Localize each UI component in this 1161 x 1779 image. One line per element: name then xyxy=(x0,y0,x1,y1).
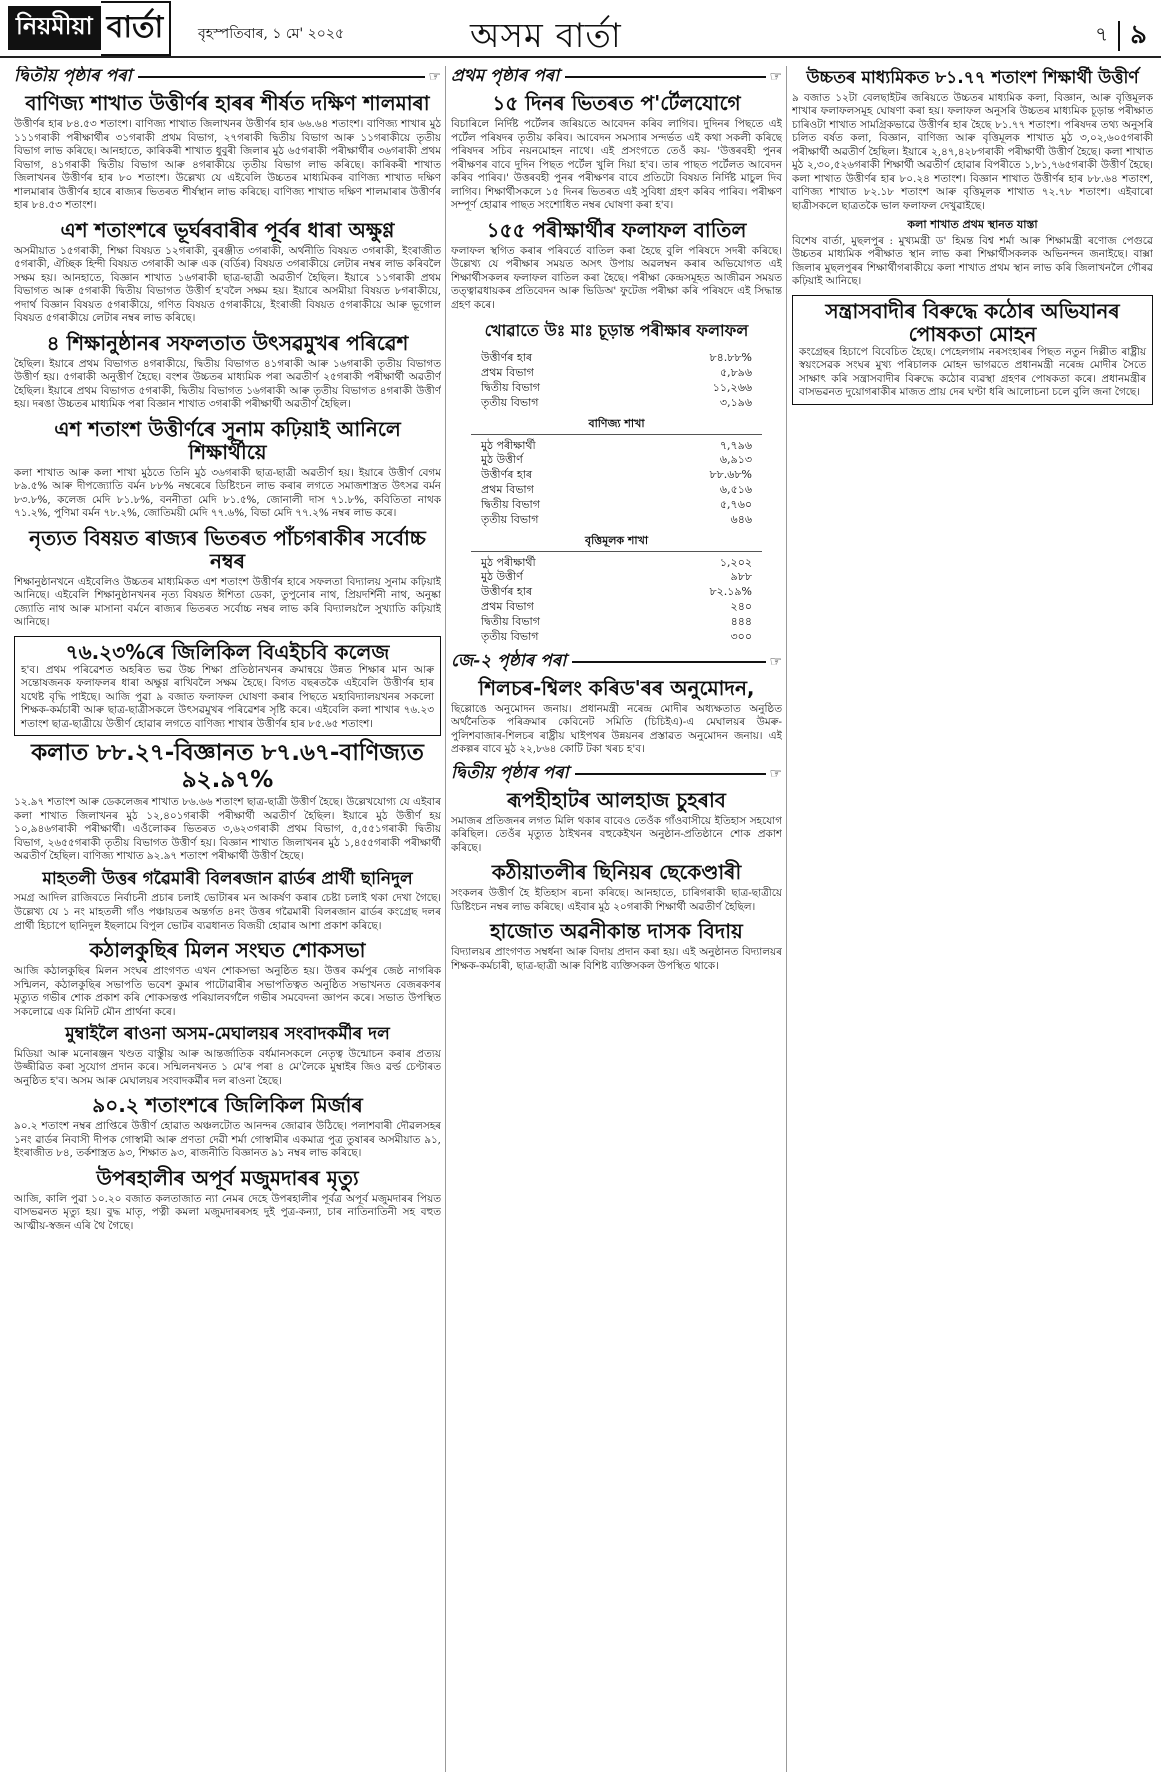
results-row xyxy=(451,483,782,498)
article-headline[interactable]: মাহতলী উত্তৰ গৱৈমাৰী বিলৰজান ৱাৰ্ডৰ প্ৰাৰ্থী ছানিদুল xyxy=(42,868,413,889)
continuation-banner xyxy=(14,66,441,88)
article xyxy=(14,939,441,1019)
article-body: ৯০.২ শতাংশ নম্বৰ প্ৰাপ্তিৰে উত্তীৰ্ণ হোৱাত অঞ্চলটোত আনন্দৰ জোৱাৰ উঠিছে। পলাশবাৰী দৌৱলসহৰ ১নং ৱাৰ্ডৰ নিবাসী দীপক গোস্বামী আৰু প্ৰণতা দেৱী শৰ্মা গোস্বামীৰ একমাত্ৰ পুত্ৰ তুষাৰৰ অসমীয়াত ৯১, ইংৰাজীত ৮৪, তৰ্কশাস্ত্ৰত ৯৩, শিক্ষাত ৯৩, ৰাজনীতি বিজ্ঞানত ৯১ নম্বৰ লাভ কৰিছে। xyxy=(14,1120,441,1160)
article-body: বিচাৰিলে নিৰ্দিষ্ট পৰ্টেলৰ জৰিয়তে আবেদন কৰিব লাগিব। দুদিনৰ পিছতে এই পৰ্টেল পৰিষদৰ তৃতীয় কৰিব। আবেদন সমস্যাৰ সন্দৰ্ভত এই কথা সকলী কৰিছে পৰিষদৰ সচিব নয়নমোহন নাথে। এই প্ৰসংগতে তেওঁ কয়- 'উত্তৰবহী পুনৰ পৰীক্ষণৰ বাবে দুদিন পিছত পৰ্টেল খুলি দিয়া হ'ব। তাৰ পাছত পৰ্টেলত আবেদন কৰিব পাৰিব।' উত্তৰবহী পুনৰ পৰীক্ষণৰ বাবে প্ৰতিটো বিষয়ত নিৰ্দিষ্ট মাচুল দিব লাগিব। শিক্ষাৰ্থীসকলে ১৫ দিনৰ ভিতৰত এই সুবিধা গ্ৰহণ কৰিব পাৰিব। পৰীক্ষণ সম্পূৰ্ণ হোৱাৰ পাছত সংশোধিত নম্বৰ ঘোষণা কৰা হ'ব। xyxy=(451,118,782,212)
article-body: সমাজৰ প্ৰতিজনৰ লগত মিলি থকাৰ বাবেও তেওঁক গাঁওবাসীয়ে ইতিহাস সহযোগ কৰিছিল। তেওঁৰ মৃত্যুত ঠাইখনৰ বহুকেইখন অনুষ্ঠান-প্ৰতিষ্ঠানে শোক প্ৰকাশ কৰিছে। xyxy=(451,814,782,854)
results-value: ৮৮.৬৮% xyxy=(709,468,752,482)
banner-rule xyxy=(572,661,766,663)
results-value: ৬,৫১৬ xyxy=(719,483,752,497)
article-headline[interactable]: ১৫ দিনৰ ভিতৰত প'ৰ্টেলযোগে xyxy=(492,91,741,115)
results-label: উত্তীৰ্ণৰ হাৰ xyxy=(481,351,533,365)
article xyxy=(14,740,441,863)
banner-label: দ্বিতীয় পৃষ্ঠাৰ পৰা xyxy=(14,66,132,86)
article xyxy=(14,418,441,521)
results-label: তৃতীয় বিভাগ xyxy=(481,395,539,409)
results-table xyxy=(451,318,782,645)
article-headline[interactable]: এশ শতাংশৰে ভূৰ্ঘৰবাৰীৰ পূৰ্বৰ ধাৰা অক্ষুণ্ণ xyxy=(60,217,395,242)
article xyxy=(14,332,441,412)
article-headline[interactable]: শিলচৰ-শ্বিলং কৰিড'ৰৰ অনুমোদন, xyxy=(478,675,755,700)
article xyxy=(14,527,441,630)
results-row xyxy=(451,570,782,585)
article-headline[interactable]: ১৫৫ পৰীক্ষাৰ্থীৰ ফলাফল বাতিল xyxy=(486,217,747,242)
column-divider xyxy=(445,66,446,1772)
article xyxy=(792,69,1153,213)
article-headline[interactable]: কঠীয়াতলীৰ ছিনিয়ৰ ছেকেণ্ডাৰী xyxy=(491,860,742,885)
banner-label: জে-২ পৃষ্ঠাৰ পৰা xyxy=(451,650,567,671)
article-headline[interactable]: ৪ শিক্ষানুষ্ঠানৰ সফলতাত উৎসৱমুখৰ পৰিৱেশ xyxy=(46,330,409,355)
article-body: কলা শাখাত আৰু কলা শাখা মুঠতে তিনি মুঠ ৩৬গৰাকী ছাত্ৰ-ছাত্ৰী অৱতীৰ্ণ হয়। ইয়াৰে উত্তীৰ্ণ বেগম ৮৯.৫% আৰু দীপজ্যোতি বৰ্মন ৮৮% নম্বৰেৰে ডিষ্টিংচন লাভ কৰাৰ লগতে সমাজশাস্ত্ৰত উৎসৱ বৰ্মন ৮৩.৮%, কলেজ মেদি ৮১.৮%, বননীতা মেদি ৮১.৫%, জোনালী দাস ৭১.৮%, কবিতিতা নাথক ৭১.২%, পুণিমা বৰ্মন ৭৮.২%, জোতিময়ী মেদি ৭৭.৬%, বিভা মেদি ৭৭.২% নম্বৰ লাভ কৰে। xyxy=(14,466,441,520)
hand-pointer-icon: ☞ xyxy=(769,765,782,782)
results-value: ১,২০২ xyxy=(719,555,752,569)
middle-column xyxy=(451,66,782,1772)
results-label: প্ৰথম বিভাগ xyxy=(481,600,534,614)
article xyxy=(451,92,782,213)
results-value: ৭,৭৯৬ xyxy=(719,438,752,452)
article-body: আজি, কালি পুৱা ১০.২০ বজাত কলতাজাত ন্যা নেমৰ দেহে উপৰহালীৰ পূৰ্বত্ৰ অপূৰ্ব মজুমদাৰৰ পিয়ত বাসভৱনত মৃত্যু হয়। বুদ্ধ মাতৃ, পত্নী কমলা মজুমদাৰৰসহ দুই পুত্ৰ-কন্যা, চাৰ নাতিনাতিনী সহ বহুত আত্মীয়-স্বজন এৰি থৈ গৈছে। xyxy=(14,1192,441,1232)
newspaper-logo[interactable] xyxy=(8,8,171,48)
results-label: উত্তীৰ্ণৰ হাৰ xyxy=(481,468,533,482)
results-label: তৃতীয় বিভাগ xyxy=(481,629,539,643)
logo-part1: নিয়মীয়া xyxy=(8,6,101,50)
results-row xyxy=(451,366,782,381)
results-value: ৯৮৮ xyxy=(730,570,752,584)
results-row xyxy=(451,615,782,630)
results-value: ৪৪৪ xyxy=(730,615,752,628)
results-rows xyxy=(451,351,782,410)
results-value: ১১,২৬৬ xyxy=(712,380,752,394)
article-headline[interactable]: ৰূপহীহাটৰ আলহাজ চুহৰাব xyxy=(507,787,726,812)
article xyxy=(14,219,441,326)
article-headline[interactable]: এশ শতাংশ উত্তীৰ্ণৰে সুনাম কঢ়িয়াই আনিলে শিক্ষাৰ্থীয়ে xyxy=(54,416,401,464)
article xyxy=(451,861,782,914)
results-value: ৫,৭৬০ xyxy=(719,497,752,511)
results-value: ৩০০ xyxy=(730,629,752,643)
article-body: আজি কঠালকুছিৰ মিলন সংঘৰ প্ৰাংগণত এখন শোকসভা অনুষ্ঠিত হয়। উত্তৰ কৰ্মপুৰ জেষ্ঠ নাগৰিক সন্মিলন, কঠালকুছিৰ সভাপতি ভবেশ কুমাৰ পাটোৱাৰীৰ সভাপতিত্বত অনুষ্ঠিত সভাখনত বেজৰকণৰ মৃত্যুত গভীৰ শোক প্ৰকাশ কৰি শোকসন্তপ্ত পৰিয়ালবৰ্গলৈ গভীৰ সমবেদনা জ্ঞাপন কৰে। সভাত উপস্থিত সকলোৱে এক মিনিট মৌন প্ৰাৰ্থনা কৰে। xyxy=(14,965,441,1018)
article xyxy=(451,219,782,313)
results-value: ৩,১৯৬ xyxy=(719,395,752,409)
article xyxy=(14,1094,441,1161)
results-label: মুঠ পৰীক্ষাৰ্থী xyxy=(481,438,536,452)
results-row xyxy=(451,351,782,366)
boxed-article xyxy=(14,636,441,737)
article-headline[interactable]: নৃত্যত বিষয়ত ৰাজ্যৰ ভিতৰত পাঁচগৰাকীৰ সৰ্বোচ্চ নম্বৰ xyxy=(29,525,426,573)
results-subhead: বাণিজ্য শাখা xyxy=(471,415,762,435)
article-body: মিডিয়া আৰু মনোৰঞ্জন খণ্ডত বাস্তুীয় আৰু আন্তৰ্জাতিক বৰ্ধমানসকলে নেতৃত্ব উন্মোচন কৰাৰ প্ৰত্যয় উজ্জীৱিত কৰা সুযোগ প্ৰদান কৰে। সন্মিলনখনত ১ মে'ৰ পৰা ৪ মে'লৈকে মুম্বাইৰ জিও ৱৰ্ল্ড চেণ্টাৰত অনুষ্ঠিত হ'ব। অসম আৰু মেঘালয়ৰ সংবাদকৰ্মীৰ দল ৰাওনা হৈছে। xyxy=(14,1047,441,1087)
page-number-large: ৯ xyxy=(1130,20,1147,50)
continuation-banner xyxy=(451,651,782,673)
article-body: বিশেষ বাৰ্তা, মুছলপুৰ : মুখ্যমন্ত্ৰী ড' হিমন্ত বিশ্ব শৰ্মা আৰু শিক্ষামন্ত্ৰী ৰণোজ পেগুৱে উচ্চতৰ মাধ্যমিক পৰীক্ষাত স্থান লাভ কৰা শিক্ষাৰ্থীসকলক অভিনন্দন জনাইছে। বাক্সা জিলাৰ মুছলপুৰৰ শিক্ষাৰ্থীগৰাকীয়ে কলা শাখাত প্ৰথম স্থান লাভ কৰি জিলাখনলৈ গৌৰৱ কঢ়িয়াই আনিছে। xyxy=(792,234,1153,288)
page-number xyxy=(1095,14,1147,58)
section-title: অসম বাৰ্তা xyxy=(470,16,622,56)
article-body: সংকলৰ উত্তীৰ্ণ হৈ ইতিহাস ৰচনা কৰিছে। আনহাতে, চাৰিগৰাকী ছাত্ৰ-ছাত্ৰীয়ে ডিষ্টিংচন নম্বৰ লাভ কৰিছে। এইবাৰ মুঠ ২০গৰাকী শিক্ষাৰ্থী অৱতীৰ্ণ হৈছিল। xyxy=(451,887,782,913)
results-label: দ্বিতীয় বিভাগ xyxy=(481,380,540,394)
column-divider xyxy=(786,66,787,1772)
left-column xyxy=(14,66,441,1772)
banner-label: দ্বিতীয় পৃষ্ঠাৰ পৰা xyxy=(451,762,569,783)
article-body: সমগ্ৰ আদিল রাজিবতে নিৰ্বাচনী প্ৰচাৰ চলাই ভোটাৰৰ মন আকৰ্ষণ কৰাৰ চেষ্টা চলাই থকা দেখা গৈছে। উল্লেখ্য যে ১ নং মাহতলী গাঁও পঞ্চায়তৰ অন্তৰ্গত ৪নং উত্তৰ গৱৈমাৰী বিলৰজান ৱাৰ্ডৰ কংগ্ৰেছ দলৰ প্ৰাৰ্থী হিচাপে ছানিদুল ইছলামে বিপুল ভোটৰ ব্যৱধানত বিজয়ী হোৱাৰ আশা প্ৰকাশ কৰিছে। xyxy=(14,892,441,932)
results-label: মুঠ উত্তীৰ্ণ xyxy=(481,570,523,584)
article-headline[interactable]: ৯০.২ শতাংশৰে জিলিকিল মিৰ্জাৰ xyxy=(92,1093,363,1118)
hand-pointer-icon: ☞ xyxy=(428,69,441,85)
article-headline[interactable]: সন্ত্ৰাসবাদীৰ বিৰুদ্ধে কঠোৰ অভিযানৰ পোষকতা মোহন xyxy=(825,298,1120,346)
results-row xyxy=(451,556,782,571)
results-value: ৮২.১৯% xyxy=(709,585,752,599)
article xyxy=(451,677,782,757)
article-subhead: কলা শাখাত প্ৰথম স্থানত যাস্তা xyxy=(907,218,1038,232)
issue-date: বৃহস্পতিবাৰ, ১ মে' ২০২৫ xyxy=(198,26,345,42)
continuation-banner xyxy=(451,763,782,785)
results-row xyxy=(451,381,782,396)
article-headline[interactable]: মুম্বাইলৈ ৰাওনা অসম-মেঘালয়ৰ সংবাদকৰ্মীৰ দল xyxy=(65,1024,390,1045)
masthead xyxy=(0,0,1161,58)
article-headline[interactable]: বাণিজ্য শাখাত উত্তীৰ্ণৰ হাৰৰ শীৰ্ষত দক্ষিণ শালমাৰা xyxy=(25,91,430,115)
article xyxy=(792,219,1153,289)
article xyxy=(14,870,441,933)
results-value: ৬,৯১৩ xyxy=(719,453,752,467)
article-headline[interactable]: হাজোত অৱনীকান্ত দাসক বিদায় xyxy=(490,919,743,944)
results-row xyxy=(451,585,782,600)
article xyxy=(451,920,782,973)
banner-rule xyxy=(138,76,426,78)
article-body: কংগ্ৰেছৰ হিচাপে বিবেচিত হৈছে। পেহেলগাম নৰসংহাৰৰ পিছত নতুন দিল্লীত ৰাষ্ট্ৰীয় স্বয়ংসেৱক সংঘৰ মুখ্য পৰিচালক মোহন ভাগৱতে প্ৰধানমন্ত্ৰী নৰেন্দ্ৰ মোদীৰ সৈতে সাক্ষাৎ কৰি সন্ত্ৰাসবাদীৰ বিৰুদ্ধে কঠোৰ ব্যৱস্থা গ্ৰহণৰ পোষকতা কৰে। প্ৰধানমন্ত্ৰীৰ বাসভৱনত দুয়োগৰাকীৰ মাজত প্ৰায় দেৰ ঘণ্টা ধৰি আলোচনা চলে বুলি জনা গৈছে। xyxy=(799,345,1146,399)
article-headline[interactable]: উপৰহালীৰ অপূৰ্ব মজুমদাৰৰ মৃত্যু xyxy=(96,1165,359,1190)
results-rows xyxy=(451,439,782,528)
hand-pointer-icon: ☞ xyxy=(769,69,782,85)
results-value: ৮৪.৮৮% xyxy=(709,351,752,365)
article-headline[interactable]: উচ্চতৰ মাধ্যমিকত ৮১.৭৭ শতাংশ শিক্ষাৰ্থী উত্তীৰ্ণ xyxy=(806,68,1139,88)
article-body: ছিল্লোঙে অনুমোদন জনায়। প্ৰধানমন্ত্ৰী নৰেন্দ্ৰ মোদীৰ অধ্যক্ষতাত অনুষ্ঠিত অৰ্থনৈতিক পৰিক্ৰমাৰ কেবিনেট সমিতি (চিচিইএ)-এ মেঘালয়ৰ উমৰু-পুলিশবাজাৰ-শিলচৰ ৰাষ্ট্ৰীয় ঘাইপথৰ উন্নয়নৰ প্ৰস্তাৱত অনুমোদন জনায়। এই প্ৰকল্পৰ বাবে মুঠ ২২,৮৬৪ কোটি টকা খৰচ হ'ব। xyxy=(451,702,782,756)
results-subhead: বৃত্তিমূলক শাখা xyxy=(471,532,762,552)
article xyxy=(14,1025,441,1088)
results-label: প্ৰথম বিভাগ xyxy=(481,366,534,380)
article-headline[interactable]: ৭৬.২৩%ৰে জিলিকিল বিএইচবি কলেজ xyxy=(65,639,390,664)
results-row xyxy=(451,600,782,615)
article-body: হ'ব। প্ৰথম পৰিৱেশত অহৰিত ভৱ উচ্চ শিক্ষা প্ৰতিষ্ঠানখনৰ ক্ৰমান্বয়ে উন্নত শিক্ষাৰ মান আৰু সন্তোষজনক ফলাফলৰ ধাৰা অক্ষুণ্ণ ৰাখিবলৈ সক্ষম হৈছে। বিগত বছৰতকৈ এইবেলি উত্তীৰ্ণৰ হাৰ যথেষ্ট বৃদ্ধি পাইছে। আজি পুৱা ৯ বজাত ফলাফল ঘোষণা কৰাৰ পিছতে মহাবিদ্যালয়খনৰ সকলো শিক্ষক-কৰ্মচাৰী আৰু ছাত্ৰ-ছাত্ৰীসকলে উৎসৱমুখৰ পৰিৱেশৰ সৃষ্টি কৰে। এইবেলি কলা শাখাৰ ৭৬.২৩ শতাংশ ছাত্ৰ-ছাত্ৰীয়ে উত্তীৰ্ণ হোৱাৰ লগতে বাণিজ্য শাখাৰ উত্তীৰ্ণৰ হাৰ ৮৫.৬৫ শতাংশ। xyxy=(21,663,434,730)
page-number-divider xyxy=(1118,21,1120,51)
article xyxy=(14,1167,441,1234)
results-row xyxy=(451,468,782,483)
article-body: হৈছিল। ইয়াৰে প্ৰথম বিভাগত ৪গৰাকীয়ে, দ্বিতীয় বিভাগত ৪১গৰাকী আৰু ১৬গৰাকী তৃতীয় বিভাগত উত্তীৰ্ণ হয়। ৫গৰাকী অনুত্তীৰ্ণ হৈছে। বংশৰ উচ্চতৰ মাধ্যমিক পৰা অৱতীৰ্ণ ২৫গৰাকী পৰীক্ষাৰ্থী অৱতীৰ্ণ হৈছিল। ইয়াৰে প্ৰথম বিভাগত ৫গৰাকী, দ্বিতীয় বিভাগত ১৬গৰাকী আৰু তৃতীয় বিভাগত ৪গৰাকী উত্তীৰ্ণ হয়। দৰঙা উচ্চতৰ মাধ্যমিক পৰা বিজ্ঞান শাখাত ৩গৰাকী পৰীক্ষাৰ্থী অৱতীৰ্ণ হৈছিল। xyxy=(14,357,441,411)
article-body: বিদ্যালয়ৰ প্ৰাংগণত সম্বৰ্ধনা আৰু বিদায় প্ৰদান কৰা হয়। এই অনুষ্ঠানত বিদ্যালয়ৰ শিক্ষক-কৰ্মচাৰী, ছাত্ৰ-ছাত্ৰী আৰু বিশিষ্ট ব্যক্তিসকল উপস্থিত থাকে। xyxy=(451,946,782,972)
article-body: ৯ বজাত ১২টা বেলছাইটৰ জৰিয়তে উচ্চতৰ মাধ্যমিক কলা, বিজ্ঞান, আৰু বৃত্তিমূলক শাখাৰ ফলাফলসমূহ ঘোষণা কৰা হয়। ফলাফল অনুসৰি উচ্চতৰ মাধ্যমিক চূড়ান্ত পৰীক্ষাত চাৰিওটা শাখাত সামগ্ৰিকভাৱে উত্তীৰ্ণৰ হাৰ হৈছে ৮১.৭৭ শতাংশ। পৰিষদৰ তথ্য অনুসৰি চলিত বৰ্ষত কলা, বিজ্ঞান, বাণিজ্য আৰু বৃত্তিমূলক শাখাত মুঠ ৩,০২,৬০৫গৰাকী পৰীক্ষাৰ্থী অৱতীৰ্ণ হৈছিল। ইয়াৰে ২,৪৭,৪২৮গৰাকী পৰীক্ষাৰ্থী উত্তীৰ্ণ হৈছে। কলা শাখাত মুঠ ২,৩০,৫২৬গৰাকী শিক্ষাৰ্থী অৱতীৰ্ণ হোৱাৰ বিপৰীতে ১,৮১,৭৬৫গৰাকী উত্তীৰ্ণ হৈছে। কলা শাখাত উত্তীৰ্ণৰ হাৰ ৮০.২৪ শতাংশ। বিজ্ঞান শাখাত উত্তীৰ্ণৰ হাৰ ৮৮.৬৪ শতাংশ, বাণিজ্য শাখাত ৮২.১৮ শতাংশ আৰু বৃত্তিমূলক শাখাত ৭২.৭৮ শতাংশ। এইবাৰো ছাত্ৰীসকলে ছাত্ৰতকৈ ভাল ফলাফল দেখুৱাইছে। xyxy=(792,91,1153,212)
results-label: দ্বিতীয় বিভাগ xyxy=(481,615,540,628)
results-row xyxy=(451,630,782,645)
article xyxy=(14,92,441,213)
article-body: উত্তীৰ্ণৰ হাৰ ৮৪.৫৩ শতাংশ। বাণিজ্য শাখাত জিলাখনৰ উত্তীৰ্ণৰ হাৰ ৬৬.৬৪ শতাংশ। বাণিজ্য শাখাৰ মুঠ ১১১গৰাকী পৰীক্ষাৰ্থীৰ ৩১গৰাকী প্ৰথম বিভাগ, ২৭গৰাকী দ্বিতীয় বিভাগ আৰু ১১গৰাকীয়ে তৃতীয় বিভাগ লাভ কৰিছে। আনহাতে, কাৰিকৰী শাখাত ধুবুৰী জিলাৰ মুঠ ৬৫গৰাকী পৰীক্ষাৰ্থীৰ ৩৬গৰাকী প্ৰথম বিভাগ, ৪১গৰাকী দ্বিতীয় বিভাগ আৰু ৪গৰাকীয়ে তৃতীয় বিভাগ লাভ কৰিছে। কাৰিকৰী শাখাত জিলাখনৰ উত্তীৰ্ণৰ হাৰ ৮০ শতাংশ। উল্লেখ্য যে এইবেলি উচ্চতৰ মাধ্যমিকৰ বাণিজ্য শাখাত দক্ষিণ শালমাৰাৰ উত্তীৰ্ণৰ হাৰে ৰাজ্যৰ ভিতৰত শীৰ্ষস্থান লাভ কৰিছে। বাণিজ্য শাখাত দক্ষিণ শালমাৰাৰ উত্তীৰ্ণৰ হাৰ ৮৪.৫৩ শতাংশ। xyxy=(14,118,441,212)
article-body: শিক্ষানুষ্ঠানখনে এইবেলিও উচ্চতৰ মাধ্যমিকত এশ শতাংশ উত্তীৰ্ণৰ হাৰে সফলতা বিদ্যালয় সুনাম কঢ়িয়াই আনিছে। এইবেলি শিক্ষানুষ্ঠানখনৰ নৃত্য বিষয়ত ঈশিতা ডেকা, তুপুনোৰ নাথ, প্ৰিয়দৰ্শিনী নাথ, অনুষ্কা জ্যোতি নাথ আৰু মাসানা বৰ্মনে ৰাজ্যৰ ভিতৰত সৰ্বোচ্চ নম্বৰ লাভ কৰি বিদ্যালয়লৈ সুখ্যাতি কঢ়িয়াই আনিছে। xyxy=(14,575,441,629)
results-value: ২৪০ xyxy=(730,600,752,614)
article-headline[interactable]: কলাত ৮৮.২৭-বিজ্ঞানত ৮৭.৬৭-বাণিজ্যত ৯২.৯৭% xyxy=(31,740,424,793)
page-number-small: ৭ xyxy=(1095,21,1109,46)
hand-pointer-icon: ☞ xyxy=(769,653,782,670)
results-value: ৬৪৬ xyxy=(730,512,752,526)
results-title: খোৱাতে উঃ মাঃ চূড়ান্ত পৰীক্ষাৰ ফলাফল xyxy=(484,321,749,341)
continuation-banner xyxy=(451,66,782,88)
logo-part2: বাৰ্তা xyxy=(101,1,172,56)
article-body: অসমীয়াত ১৫গৰাকী, শিক্ষা বিষয়ত ১২গৰাকী, বুৰঞ্জীত ৩গৰাকী, অৰ্থনীতি বিষয়ত ৩গৰাকী, ইংৰাজীত ৫গৰাকী, ঐচ্ছিক হিন্দী বিষয়ত ৩গৰাকী আৰু এক (বৰ্ডিৰ) বিষয়ত ৩গৰাকীয়ে লেটাৰ নম্বৰ লাভ কৰিবলৈ সক্ষম হয়। আনহাতে, বিজ্ঞান শাখাত ১৬গৰাকী ছাত্ৰ-ছাত্ৰী অৱতীৰ্ণ হৈছিল। ইয়াৰে ১১গৰাকী প্ৰথম বিভাগত আৰু ৫গৰাকী দ্বিতীয় বিভাগত উত্তীৰ্ণ হ'বলৈ সক্ষম হয়। ইয়াৰে অসমীয়া বিষয়ত ৮গৰাকীয়ে, পদাৰ্থ বিজ্ঞান বিষয়ত ৫গৰাকীয়ে, গণিত বিষয়ত ৫গৰাকীয়ে, ইংৰাজী বিষয়ত ৫গৰাকীয়ে আৰু ভূগোল বিষয়ত ৫গৰাকীয়ে লেটাৰ নম্বৰ লাভ কৰিছে। xyxy=(14,244,441,325)
banner-rule xyxy=(565,76,766,78)
results-row xyxy=(451,453,782,468)
article-headline[interactable]: কঠালকুছিৰ মিলন সংঘত শোকসভা xyxy=(89,938,366,963)
results-label: তৃতীয় বিভাগ xyxy=(481,512,539,526)
banner-rule xyxy=(575,773,767,775)
right-column xyxy=(792,66,1153,1772)
results-label: উত্তীৰ্ণৰ হাৰ xyxy=(481,585,533,599)
results-rows xyxy=(451,556,782,645)
banner-label: প্ৰথম পৃষ্ঠাৰ পৰা xyxy=(451,66,560,86)
results-label: প্ৰথম বিভাগ xyxy=(481,483,534,497)
article-body: ১২.৯৭ শতাংশ আৰু ডেকলেজৰ শাখাত ৮৬.৬৬ শতাংশ ছাত্ৰ-ছাত্ৰী উত্তীৰ্ণ হৈছে। উল্লেখযোগ্য যে এইবাৰ কলা শাখাত জিলাখনৰ মুঠ ১২,৪০১গৰাকী পৰীক্ষাৰ্থী অৱতীৰ্ণ হৈছিল। ইয়াৰে মুঠ উত্তীৰ্ণ হয় ১০,৯৪৬গৰাকী পৰীক্ষাৰ্থী। এওঁলোকৰ ভিতৰত ৩,৬২৩গৰাকী প্ৰথম বিভাগ, ৫,৫৫১গৰাকী দ্বিতীয় বিভাগ, ২৬৫৫গৰাকী তৃতীয় বিভাগত উত্তীৰ্ণ হয়। বিজ্ঞান শাখাত জিলাখনৰ মুঠ ১,৪৫৫গৰাকী পৰীক্ষাৰ্থী অৱতীৰ্ণ হৈছিল। বাণিজ্য শাখাত ৯২.৯৭ শতাংশ পৰীক্ষাৰ্থী উত্তীৰ্ণ হৈছে। xyxy=(14,796,441,863)
results-row xyxy=(451,498,782,513)
results-label: মুঠ উত্তীৰ্ণ xyxy=(481,453,523,467)
results-label: মুঠ পৰীক্ষাৰ্থী xyxy=(481,555,536,569)
boxed-article xyxy=(792,295,1153,405)
results-label: দ্বিতীয় বিভাগ xyxy=(481,497,540,511)
article-body: ফলাফল স্থগিত কৰাৰ পৰিবৰ্তে বাতিল কৰা হৈছে বুলি পৰিষদে সদৰী কৰিছে। উল্লেখ্য যে পৰীক্ষাৰ সময়ত অসৎ উপায় অৱলম্বন কৰাৰ অভিযোগত এই শিক্ষাৰ্থীসকলৰ ফলাফল বাতিল কৰা হৈছে। পৰীক্ষা কেন্দ্ৰসমূহত আজীৱন সময়ত তত্ত্বাৱধায়কৰ প্ৰতিবেদন আৰু ভিডিঅ' ফুটেজ পৰীক্ষা কৰি পৰিষদে এই সিদ্ধান্ত গ্ৰহণ কৰে। xyxy=(451,244,782,311)
results-row xyxy=(451,439,782,454)
results-value: ৫,৮৯৬ xyxy=(719,366,752,380)
results-row xyxy=(451,396,782,411)
article xyxy=(451,789,782,856)
results-row xyxy=(451,513,782,528)
